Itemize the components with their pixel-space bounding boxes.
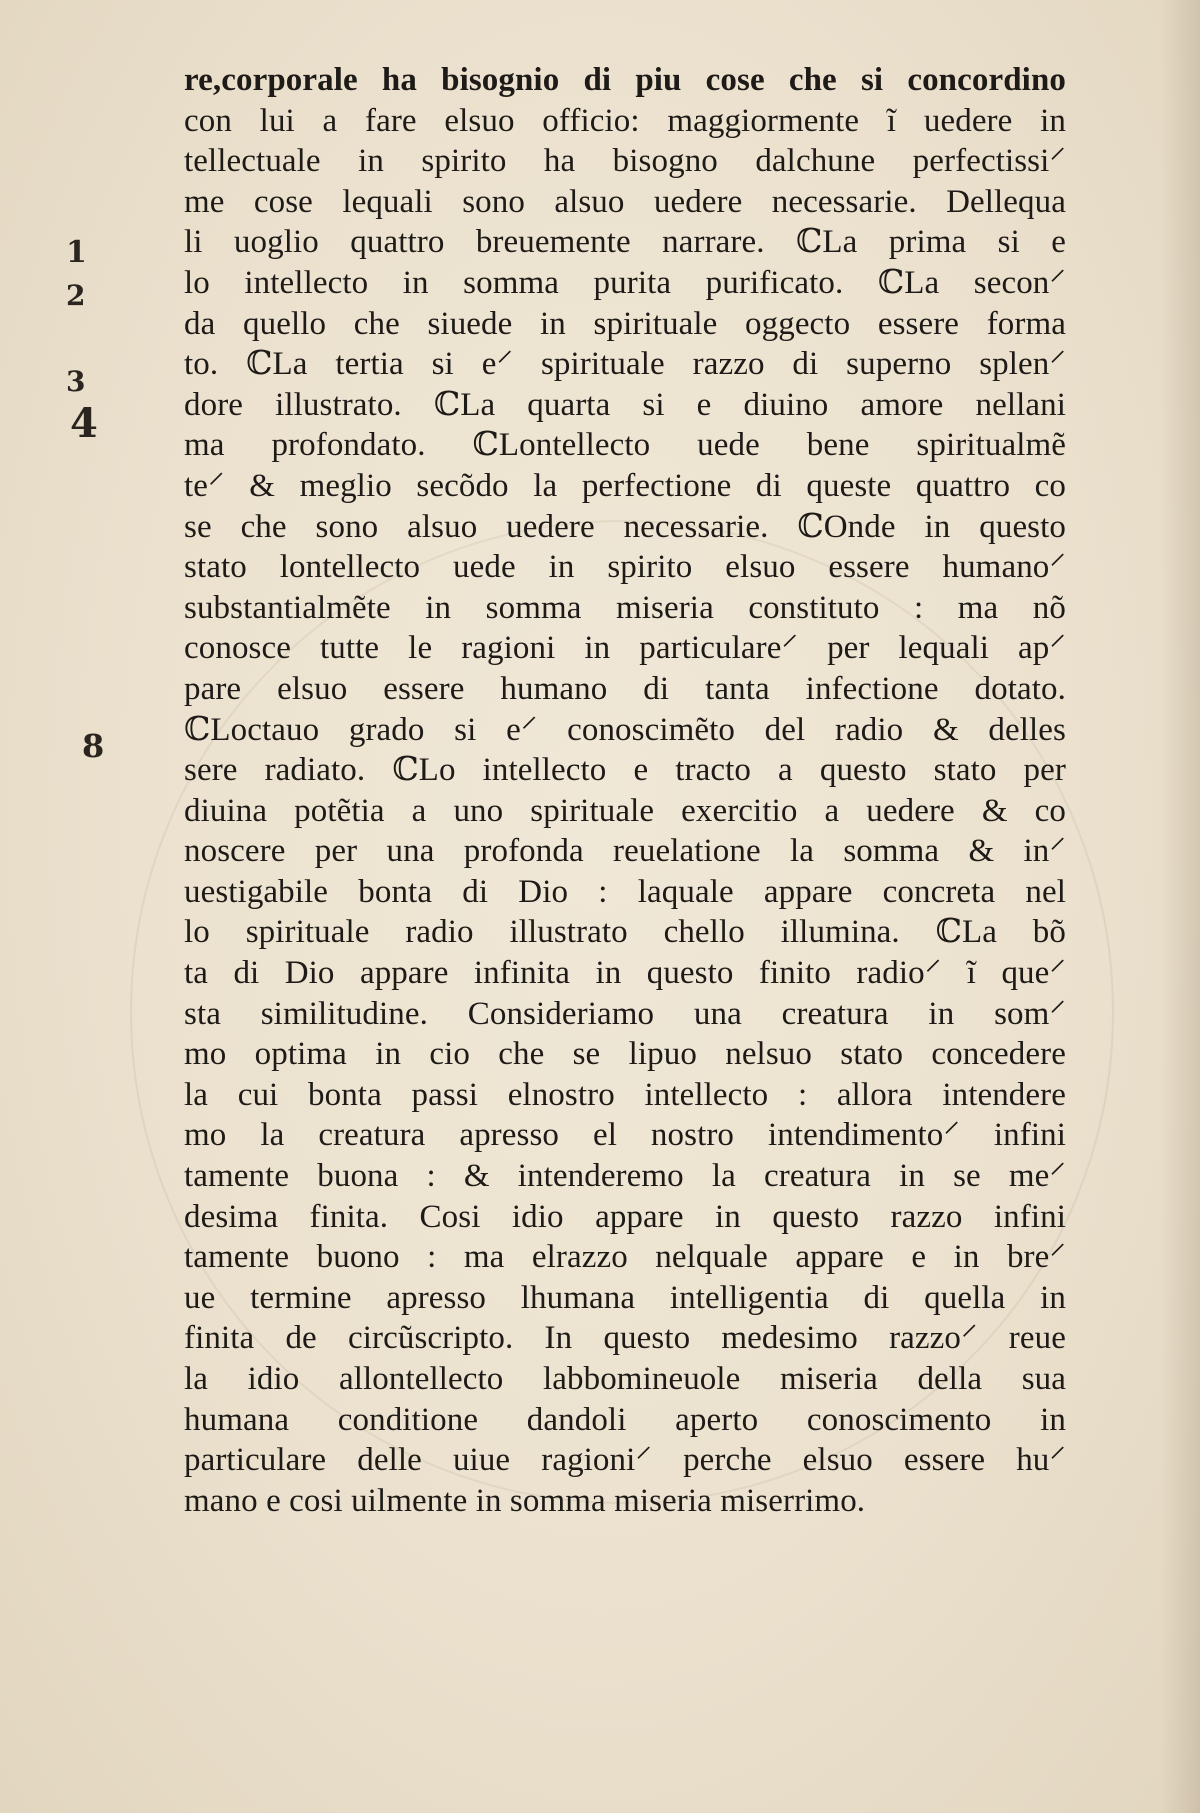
text-line: te⸍ & meglio secõdo la perfectione di queste quattro co [184, 467, 1066, 504]
text-line: li uoglio quattro breuemente narrare. ℂLa prima si e [184, 224, 1066, 261]
text-line: stato lontellecto uede in spirito elsuo essere humano⸍ [184, 549, 1066, 586]
text-line: la cui bonta passi elnostro intellecto : allora intendere [184, 1076, 1066, 1113]
margin-notes [0, 0, 160, 1813]
text-line: finita de circũscripto. In questo medesimo razzo⸍ reue [184, 1320, 1066, 1357]
margin-note-4: 4 [70, 400, 98, 447]
margin-note-3: 3 [66, 365, 86, 398]
margin-note-8: 8 [82, 727, 105, 765]
text-line: to. ℂLa tertia si e⸍ spirituale razzo di superno splen⸍ [184, 346, 1066, 383]
text-line: noscere per una profonda reuelatione la somma & in⸍ [184, 833, 1066, 870]
text-line: mo optima in cio che se lipuo nelsuo stato concedere [184, 1036, 1066, 1073]
text-line: tamente buono : ma elrazzo nelquale appare e in bre⸍ [184, 1239, 1066, 1276]
text-line: ta di Dio appare infinita in questo finito radio⸍ ĩ que⸍ [184, 955, 1066, 992]
text-line: dore illustrato. ℂLa quarta si e diuino amore nellani [184, 386, 1066, 423]
margin-note-2: 2 [66, 279, 86, 312]
page-edge-shadow [1160, 0, 1200, 1813]
text-line: tamente buona : & intenderemo la creatura in se me⸍ [184, 1158, 1066, 1195]
margin-note-1: 1 [66, 235, 87, 270]
text-line: diuina potẽtia a uno spirituale exercitio a uedere & co [184, 792, 1066, 829]
text-line: lo spirituale radio illustrato chello illumina. ℂLa bõ [184, 914, 1066, 951]
text-line: mo la creatura apresso el nostro intendimento⸍ infini [184, 1117, 1066, 1154]
text-line: sta similitudine. Consideriamo una creatura in som⸍ [184, 995, 1066, 1032]
text-line: substantialmẽte in somma miseria constituto : ma nõ [184, 589, 1066, 626]
text-line: re,corporale ha bisognio di piu cose che si concordino [184, 62, 1066, 98]
text-line: sere radiato. ℂLo intellecto e tracto a questo stato per [184, 752, 1066, 789]
text-line: humana conditione dandoli aperto conoscimento in [184, 1401, 1066, 1438]
text-line: uestigabile bonta di Dio : laquale appare concreta nel [184, 873, 1066, 910]
text-line: ℂLoctauo grado si e⸍ conoscimẽto del radio & delles [184, 711, 1066, 748]
text-line: lo intellecto in somma purita purificato. ℂLa secon⸍ [184, 264, 1066, 301]
text-line: tellectuale in spirito ha bisogno dalchune perfectissi⸍ [184, 143, 1066, 180]
text-line: me cose lequali sono alsuo uedere necessarie. Dellequa [184, 183, 1066, 220]
text-line: desima finita. Cosi idio appare in questo razzo infini [184, 1198, 1066, 1235]
text-line: pare elsuo essere humano di tanta infectione dotato. [184, 670, 1066, 707]
text-line: particulare delle uiue ragioni⸍ perche elsuo essere hu⸍ [184, 1442, 1066, 1479]
text-line: ma profondato. ℂLontellecto uede bene spiritualmẽ [184, 427, 1066, 464]
text-line: conosce tutte le ragioni in particulare⸍ per lequali ap⸍ [184, 630, 1066, 667]
text-line: la idio allontellecto labbomineuole miseria della sua [184, 1361, 1066, 1397]
text-line: mano e cosi uilmente in somma miseria miserrimo. [184, 1482, 866, 1519]
text-line: con lui a fare elsuo officio: maggiormente ĩ uedere in [184, 102, 1066, 139]
text-line: se che sono alsuo uedere necessarie. ℂOnde in questo [184, 508, 1066, 545]
body-text [184, 60, 1066, 1521]
text-line: ue termine apresso lhumana intelligentia di quella in [184, 1279, 1066, 1316]
text-line: da quello che siuede in spirituale oggecto essere forma [184, 305, 1066, 342]
